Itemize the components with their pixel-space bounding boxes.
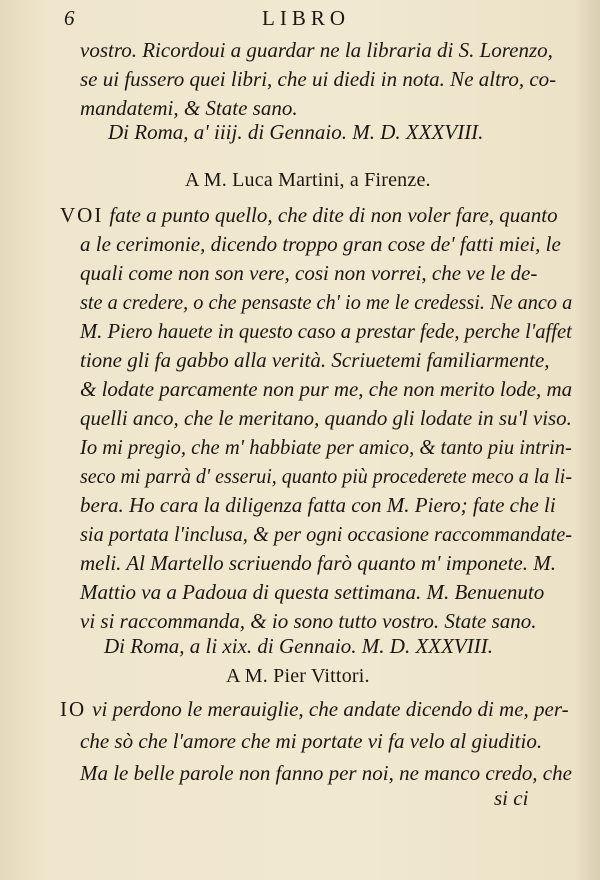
letter1-dateline: Di Roma, a' iiij. di Gennaio. M. D. XXXVIII. (108, 120, 484, 144)
letter2-dateline: Di Roma, a li xix. di Gennaio. M. D. XXXVIII. (104, 634, 493, 658)
letter2-line-4: ste a credere, o che pensaste ch' io me le credessi. Ne anco a (80, 290, 573, 314)
letter2-line-9: Io mi pregio, che m' habbiate per amico, & tanto piu intrin- (80, 435, 572, 459)
letter2-initial: VOI (60, 203, 104, 227)
letter1-line-3: mandatemi, & State sano. (80, 96, 298, 120)
letter2-line-5: M. Piero hauete in questo caso a prestar fede, perche l'affet (80, 319, 572, 343)
letter2-line-13: meli. Al Martello scriuendo farò quanto m' imponete. M. (80, 551, 556, 575)
letter2-line-11: bera. Ho cara la diligenza fatta con M. Piero; fate che li (80, 493, 556, 517)
letter2-line-2: a le cerimonie, dicendo troppo gran cose de' fatti miei, le (80, 232, 561, 256)
page-number: 6 (64, 6, 75, 30)
letter3-line-1-text: vi perdono le merauiglie, che andate dicendo di me, per- (92, 697, 569, 721)
letter3-heading: A M. Pier Vittori. (226, 665, 370, 687)
letter3-line-1 (60, 695, 569, 723)
letter3-line-3: Ma le belle parole non fanno per noi, ne manco credo, che (80, 761, 572, 785)
letter2-line-7: & lodate parcamente non pur me, che non merito lode, ma (80, 377, 573, 401)
running-head (0, 6, 600, 36)
letter3-initial: IO (60, 697, 87, 721)
catchword: si ci (494, 786, 529, 810)
letter2-line-12: sia portata l'inclusa, & per ogni occasione raccommandate- (80, 522, 573, 546)
letter1-line-2: se ui fussero quei libri, che ui diedi in nota. Ne altro, co- (80, 67, 557, 91)
letter2-line-1 (60, 201, 558, 229)
page-edge-shadow (574, 0, 600, 880)
letter1-line-1: vostro. Ricordoui a guardar ne la libraria di S. Lorenzo, (80, 38, 553, 62)
letter2-line-1-text: fate a punto quello, che dite di non voler fare, quanto (109, 203, 558, 227)
letter2-line-3: quali come non son vere, cosi non vorrei, che ve le de- (80, 261, 538, 285)
letter2-line-15: vi si raccommanda, & io sono tutto vostro. State sano. (80, 609, 537, 633)
letter2-line-14: Mattio va a Padoua di questa settimana. M. Benuenuto (80, 580, 545, 604)
running-title: LIBRO (262, 6, 350, 30)
letter3-line-2: che sò che l'amore che mi portate vi fa velo al giuditio. (80, 729, 543, 753)
letter2-heading: A M. Luca Martini, a Firenze. (185, 169, 431, 191)
letter2-line-8: quelli anco, che le meritano, quando gli lodate in su'l viso. (80, 406, 572, 430)
letter2-line-10: seco mi parrà d' esserui, quanto più procederete meco a la li- (80, 464, 572, 488)
letter2-line-6: tione gli fa gabbo alla verità. Scriuetemi familiarmente, (80, 348, 550, 372)
